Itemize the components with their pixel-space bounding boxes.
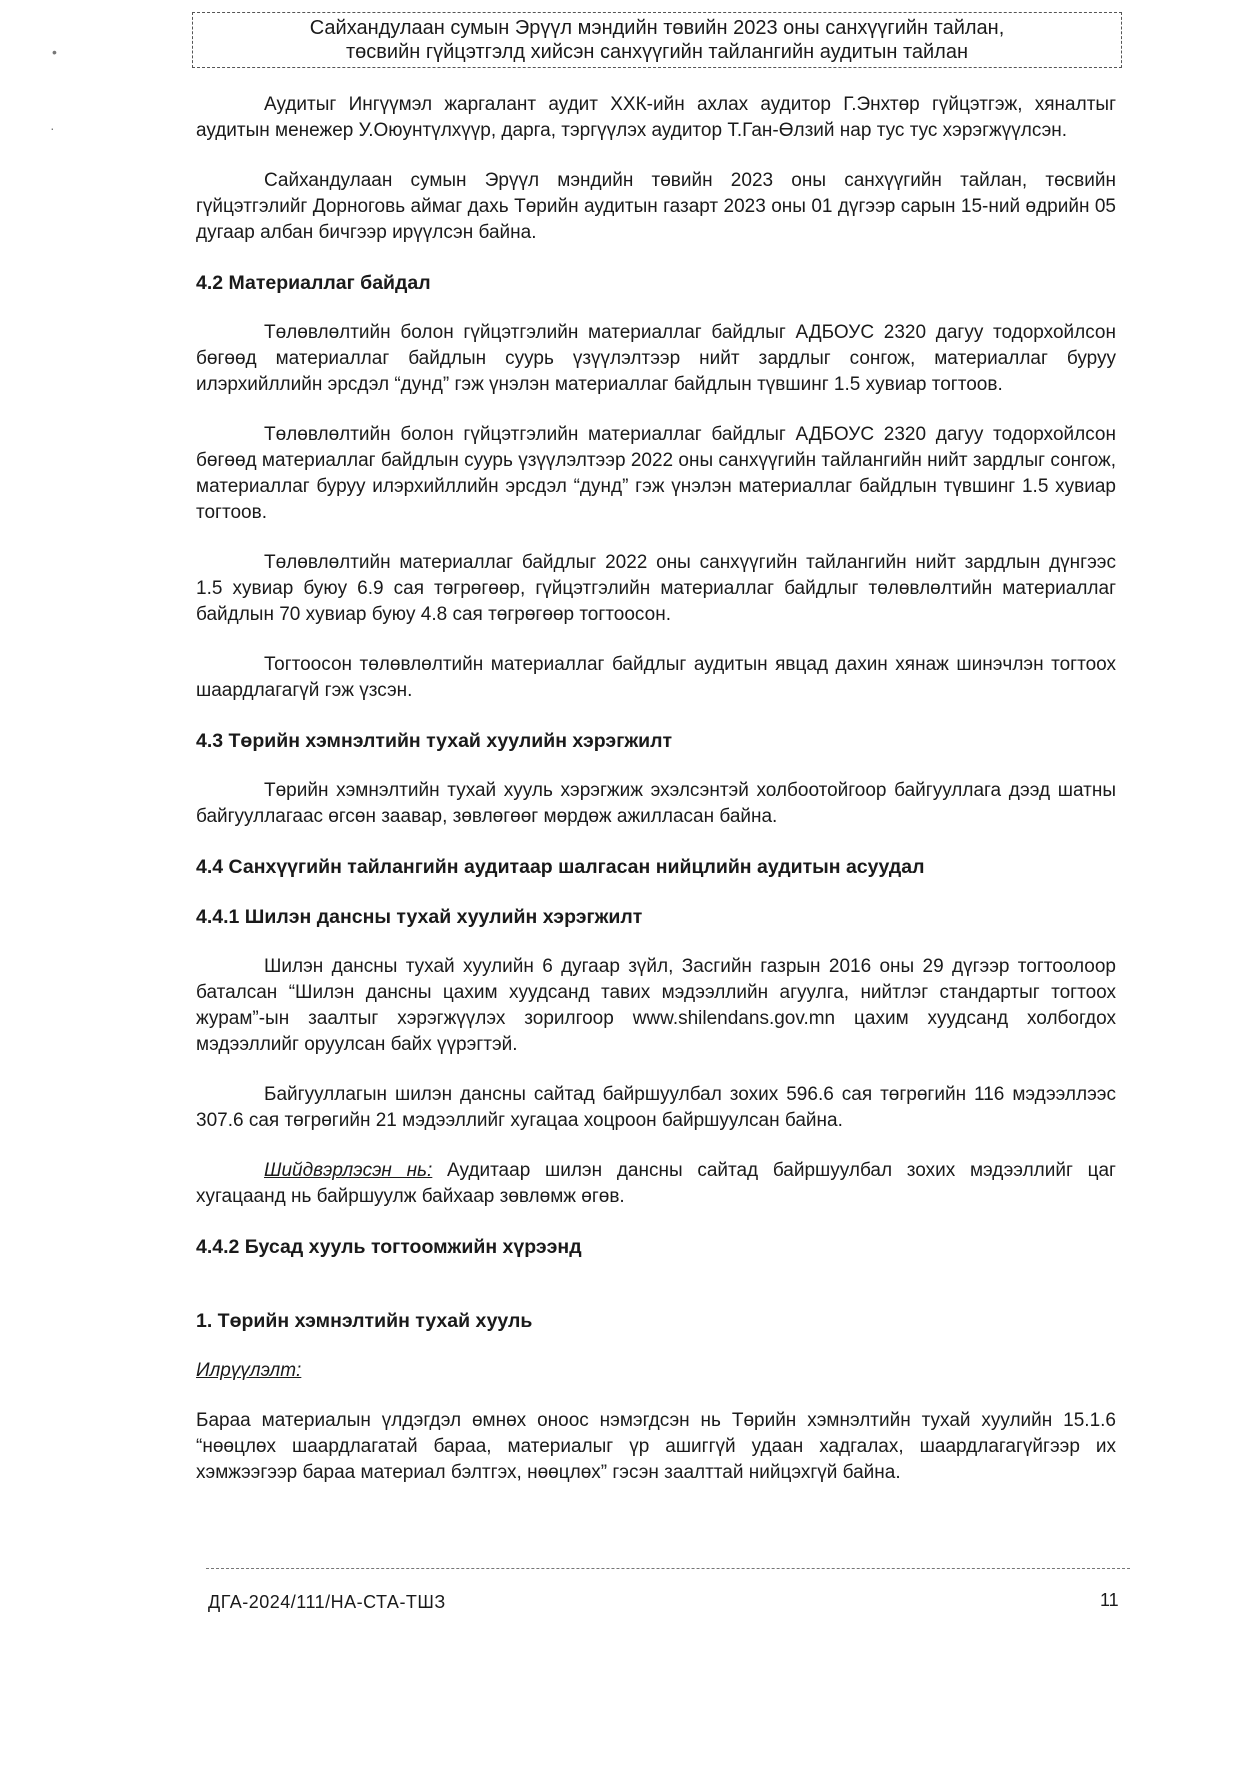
resolution-text: Аудитаар шилэн дансны сайтад байршуулбал зохих мэдээллийг цаг хугацаанд нь байршуулж байхаар зөвлөмж өгөв. (196, 1160, 1116, 1207)
header-line-1: Сайхандулаан сумын Эрүүл мэндийн төвийн 2023 оны санхүүгийн тайлан, (309, 17, 1005, 39)
law-heading: 1. Төрийн хэмнэлтийн тухай хууль (196, 1310, 533, 1332)
header-line-2: төсвийн гүйцэтгэлд хийсэн санхүүгийн тайлангийн аудитын тайлан (345, 41, 969, 63)
section-heading-4-4: 4.4 Санхүүгийн тайлангийн аудитаар шалгасан нийцлийн аудитын асуудал (196, 856, 925, 878)
page-header (192, 12, 1122, 68)
section-heading-4-4-2: 4.4.2 Бусад хууль тогтоомжийн хүрээнд (196, 1236, 582, 1258)
footer-divider (206, 1568, 1130, 1569)
paragraph-materiality-4: Тогтоосон төлөвлөлтийн материаллаг байдлыг аудитын явцад дахин хянаж шинэчлэн тогтоох шаардлагагүй гэж үзсэн. (196, 654, 1116, 701)
section-heading-4-4-1: 4.4.1 Шилэн дансны тухай хуулийн хэрэгжилт (196, 906, 643, 928)
paragraph-auditors: Аудитыг Ингүүмэл жаргалант аудит ХХК-ийн ахлах аудитор Г.Энхтөр гүйцэтгэж, хяналтыг аудитын менежер У.Оюунтүлхүүр, дарга, тэргүүлэх аудитор Т.Ган-Өлзий нар тус тус хэрэгжүүлсэн. (196, 94, 1116, 141)
finding-label: Илрүүлэлт: (196, 1360, 302, 1381)
paragraph-submission: Сайхандулаан сумын Эрүүл мэндийн төвийн 2023 оны санхүүгийн тайлан, төсвийн гүйцэтгэлийг Дорноговь аймаг дахь Төрийн аудитын газарт 2023 оны 01 дүгээр сарын 15-ний өдрийн 05 дугаар албан бичгээр ирүүлсэн байна. (196, 170, 1116, 243)
section-heading-4-3: 4.3 Төрийн хэмнэлтийн тухай хуулийн хэрэгжилт (196, 730, 673, 752)
page-number: 11 (1100, 1590, 1119, 1610)
section-heading-4-2: 4.2 Материаллаг байдал (196, 272, 431, 294)
document-code: ДГА-2024/111/НА-СТА-ТШЗ (208, 1592, 446, 1612)
paragraph-materiality-3: Төлөвлөлтийн материаллаг байдлыг 2022 оны санхүүгийн тайлангийн нийт зардлын дүнгээс 1.5 хувиар буюу 6.9 сая төгрөгөөр, гүйцэтгэлийн материаллаг байдлыг төлөвлөлтийн материаллаг байдлын 70 хувиар буюу 4.8 сая төгрөгөөр тогтоосон. (196, 552, 1116, 625)
scan-speck: · (50, 120, 55, 136)
paragraph-economy-law: Төрийн хэмнэлтийн тухай хууль хэрэгжиж эхэлсэнтэй холбоотойгоор байгууллага дээд шатны байгууллагаас өгсөн заавар, зөвлөгөөг мөрдөж ажилласан байна. (196, 780, 1116, 827)
paragraph-resolution (196, 1158, 1116, 1210)
paragraph-glass-account-1: Шилэн дансны тухай хуулийн 6 дугаар зүйл, Засгийн газрын 2016 оны 29 дүгээр тогтоолоор баталсан “Шилэн дансны цахим хуудсанд тавих мэдээллийн агуулга, нийтлэг стандартыг тогтоох журам”-ын заалтыг хэрэгжүүлэх зорилгоор www.shilendans.gov.mn цахим хуудсанд холбогдох мэдээллийг оруулсан байх үүрэгтэй. (196, 956, 1116, 1055)
paragraph-materiality-1: Төлөвлөлтийн болон гүйцэтгэлийн материаллаг байдлыг АДБОУС 2320 дагуу тодорхойлсон бөгөөд материаллаг байдлын суурь үзүүлэлтээр нийт зардлыг сонгож, материаллаг буруу илэрхийллийн эрсдэл “дунд” гэж үнэлэн материаллаг байдлын түвшинг 1.5 хувиар тогтоов. (196, 322, 1116, 395)
paragraph-materiality-2: Төлөвлөлтийн болон гүйцэтгэлийн материаллаг байдлыг АДБОУС 2320 дагуу тодорхойлсон бөгөөд материаллаг байдлын суурь үзүүлэлтээр 2022 оны санхүүгийн тайлангийн нийт зардлыг сонгож, материаллаг буруу илэрхийллийн эрсдэл “дунд” гэж үнэлэн материаллаг байдлын түвшинг 1.5 хувиар тогтоов. (196, 424, 1116, 523)
paragraph-finding: Бараа материалын үлдэгдэл өмнөх оноос нэмэгдсэн нь Төрийн хэмнэлтийн тухай хуулийн 15.1.6 “нөөцлөх шаардлагатай бараа, материалыг үр ашиггүй удаан хадгалах, шаардлагагүйгээр их хэмжээгээр бараа материал бэлтгэх, нөөцлөх” гэсэн заалттай нийцэхгүй байна. (196, 1410, 1116, 1483)
paragraph-glass-account-2: Байгууллагын шилэн дансны сайтад байршуулбал зохих 596.6 сая төгрөгийн 116 мэдээллээс 307.6 сая төгрөгийн 21 мэдээллийг хугацаа хоцроон байршуулсан байна. (196, 1084, 1116, 1131)
resolution-label: Шийдвэрлэсэн нь: (264, 1160, 433, 1181)
scan-speck: • (52, 44, 57, 60)
document-body (196, 92, 1116, 1510)
